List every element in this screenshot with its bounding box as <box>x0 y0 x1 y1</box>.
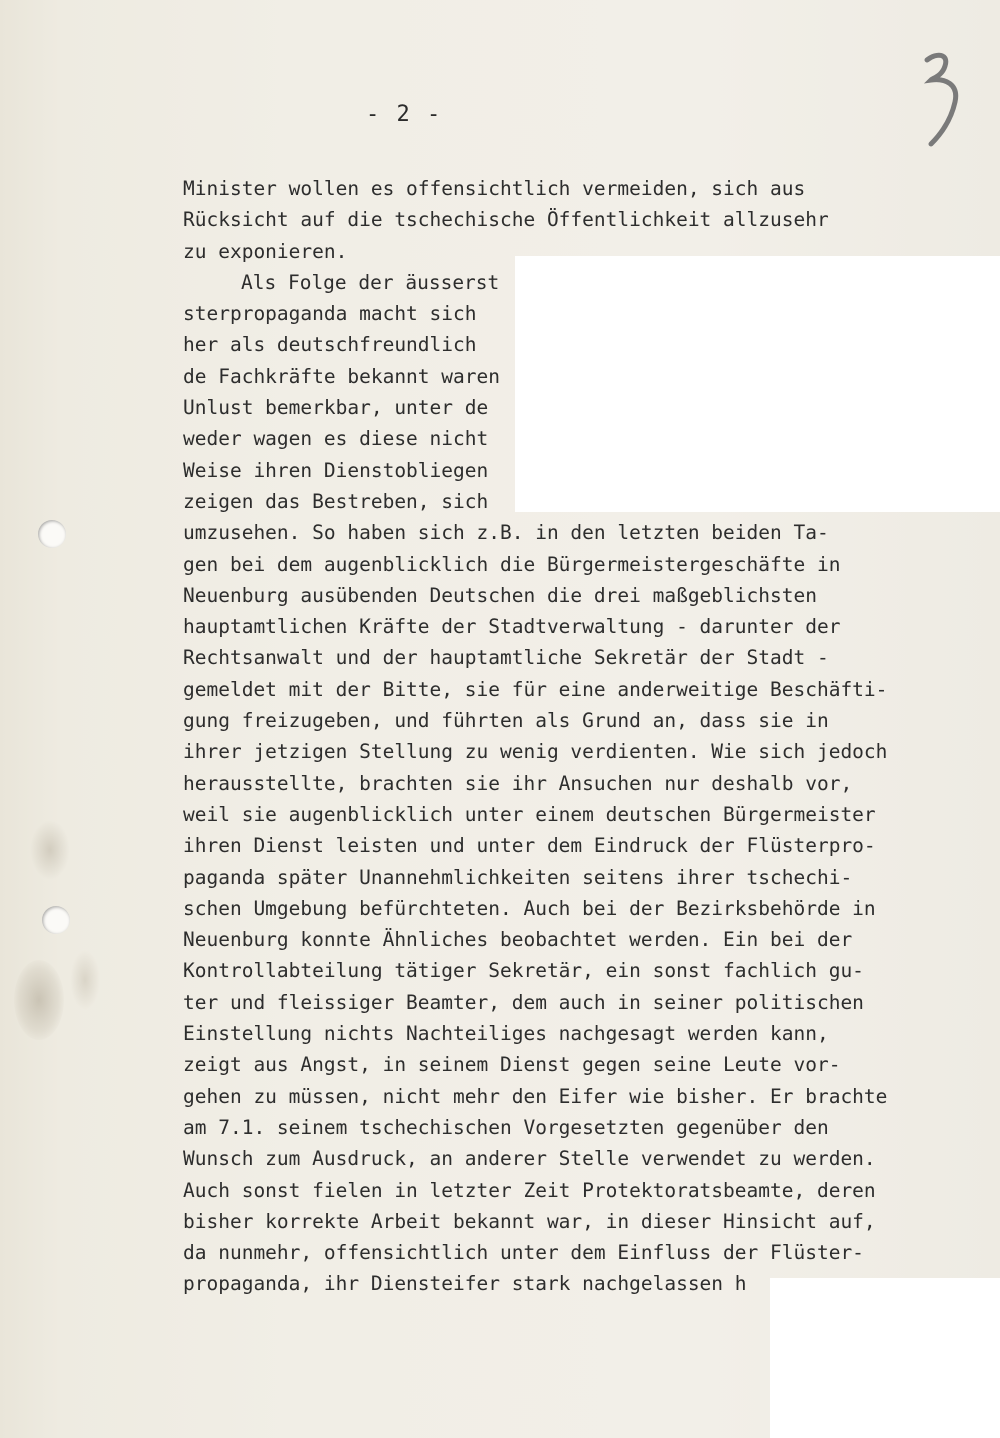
paper-stain <box>14 960 64 1040</box>
handwritten-page-mark <box>915 48 975 148</box>
text-line: schen Umgebung befürchteten. Auch bei der Bezirksbehörde in <box>183 896 876 920</box>
paper-stain <box>70 950 100 1010</box>
text-line: gung freizugeben, und führten als Grund an, dass sie in <box>183 709 829 733</box>
text-line: Unlust bemerkbar, unter de <box>183 396 489 420</box>
text-line: propaganda, ihr Diensteifer stark nachgelassen h <box>183 1272 747 1296</box>
text-line: am 7.1. seinem tschechischen Vorgesetzten gegenüber den <box>183 1115 829 1139</box>
text-line: da nunmehr, offensichtlich unter dem Einfluss der Flüster- <box>183 1241 864 1265</box>
text-line: Einstellung nichts Nachteiliges nachgesagt werden kann, <box>183 1022 829 1046</box>
text-line: Rücksicht auf die tschechische Öffentlichkeit allzusehr <box>183 208 829 232</box>
text-line: zu exponieren. <box>183 239 348 263</box>
redaction-box <box>770 1278 1000 1438</box>
text-line: gemeldet mit der Bitte, sie für eine anderweitige Beschäfti- <box>183 677 888 701</box>
text-line: bisher korrekte Arbeit bekannt war, in dieser Hinsicht auf, <box>183 1209 876 1233</box>
text-line: Weise ihren Dienstobliegen <box>183 458 489 482</box>
text-line: weil sie augenblicklich unter einem deutschen Bürgermeister <box>183 802 876 826</box>
text-line: gehen zu müssen, nicht mehr den Eifer wie bisher. Er brachte <box>183 1084 888 1108</box>
text-line: Auch sonst fielen in letzter Zeit Protektoratsbeamte, deren <box>183 1178 876 1202</box>
text-line: umzusehen. So haben sich z.B. in den letzten beiden Ta- <box>183 521 829 545</box>
text-line: hauptamtlichen Kräfte der Stadtverwaltung - darunter der <box>183 615 841 639</box>
text-line: zeigt aus Angst, in seinem Dienst gegen seine Leute vor- <box>183 1053 841 1077</box>
text-line: Kontrollabteilung tätiger Sekretär, ein sonst fachlich gu- <box>183 959 864 983</box>
redaction-box <box>515 256 1000 512</box>
text-line: sterpropaganda macht sich <box>183 302 477 326</box>
text-line: zeigen das Bestreben, sich <box>183 489 489 513</box>
paper-stain <box>30 820 70 880</box>
text-line: Neuenburg ausübenden Deutschen die drei maßgeblichsten <box>183 583 817 607</box>
page-number: - 2 - <box>366 102 443 127</box>
text-line: Wunsch zum Ausdruck, an anderer Stelle verwendet zu werden. <box>183 1147 876 1171</box>
text-line: Minister wollen es offensichtlich vermeiden, sich aus <box>183 177 806 200</box>
text-line: paganda später Unannehmlichkeiten seitens ihrer tschechi- <box>183 865 853 889</box>
punch-hole <box>38 520 66 548</box>
text-line: herausstellte, brachten sie ihr Ansuchen nur deshalb vor, <box>183 771 853 795</box>
text-line: ihren Dienst leisten und unter dem Eindruck der Flüsterpro- <box>183 834 876 858</box>
paragraph-start-line: Als Folge der äusserst <box>241 270 500 294</box>
text-line: her als deutschfreundlich <box>183 333 477 357</box>
text-line: Rechtsanwalt und der hauptamtliche Sekretär der Stadt - <box>183 646 829 670</box>
text-line: de Fachkräfte bekannt waren <box>183 364 500 388</box>
text-line: ter und fleissiger Beamter, dem auch in seiner politischen <box>183 990 864 1014</box>
text-line: Neuenburg konnte Ähnliches beobachtet werden. Ein bei der <box>183 928 853 952</box>
text-line: ihrer jetzigen Stellung zu wenig verdienten. Wie sich jedoch <box>183 740 888 764</box>
text-line: weder wagen es diese nicht <box>183 427 489 451</box>
text-line: gen bei dem augenblicklich die Bürgermeistergeschäfte in <box>183 552 841 576</box>
punch-hole <box>42 906 70 934</box>
